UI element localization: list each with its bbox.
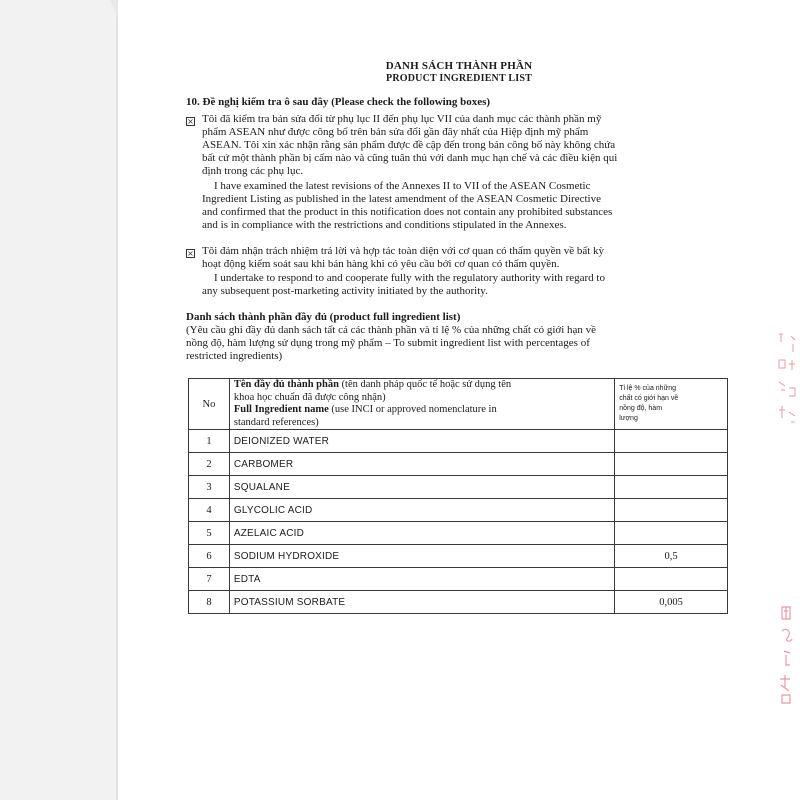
ingredient-list-desc: restricted ingredients) [186,350,283,362]
table-row [189,499,728,522]
row-ingredient: EDTA [229,568,614,591]
table-row [189,430,728,453]
box1-vi-line: định trong các phụ lục. [202,165,304,177]
header-name-vi-line2: khoa học chuẩn đã được công nhận) [233,391,386,403]
box2-en-line: I undertake to respond to and cooperate fully with the regulatory authority with regard to [214,272,605,284]
row-no: 3 [189,476,230,499]
table-row [189,453,728,476]
header-percentage [615,379,728,430]
ingredient-list-desc: nồng độ, hàm lượng sử dụng trong mỹ phẩm – To submit ingredient list with percentages of [186,337,590,349]
header-pct-line: chất có giới hạn về [619,395,679,402]
header-pct-line: Tỉ lệ % của những [619,385,677,392]
red-stamp-mark [776,605,800,705]
ingredient-table [188,378,728,614]
page-subtitle: PRODUCT INGREDIENT LIST [386,73,532,84]
row-ingredient: CARBOMER [229,453,614,476]
row-no: 6 [189,545,230,568]
row-ingredient: SQUALANE [229,476,614,499]
row-no: 8 [189,591,230,614]
header-name-en-line2: standard references) [233,416,319,428]
table-header-row [189,379,728,430]
table-row [189,591,728,614]
header-pct-line: nồng độ, hàm [619,405,663,412]
row-percentage [615,430,728,453]
box1-vi-line: Tôi đã kiểm tra bản sửa đổi từ phụ lục II đến phụ lục VII của danh mục các thành phần mỹ [202,113,602,125]
row-no: 2 [189,453,230,476]
box1-vi-line: bất cứ một thành phần bị cấm nào và cũng tuân thủ với danh mục hạn chế và các điều kiện qui [202,152,618,164]
row-ingredient: POTASSIUM SORBATE [229,591,614,614]
box2-en-line: any subsequent post-marketing activity initiated by the authority. [202,285,488,297]
header-pct-line: lượng [619,415,638,422]
row-percentage [615,476,728,499]
header-ingredient-name [229,379,614,430]
ingredient-list-desc: (Yêu cầu ghi đầy đủ danh sách tất cả các thành phần và tỉ lệ % của những chất có giới hạn về [186,324,597,336]
row-percentage [615,522,728,545]
table-row [189,522,728,545]
header-name-vi-bold: Tên đầy đủ thành phần [233,379,339,390]
row-no: 1 [189,430,230,453]
row-percentage: 0,005 [615,591,728,614]
section-10-heading: 10. Đề nghị kiểm tra ô sau đây (Please check the following boxes) [186,96,491,108]
box1-vi-line: ASEAN. Tôi xin xác nhận rằng sản phẩm được đề cập đến trong bản công bố này không chứa [202,139,616,151]
row-percentage [615,499,728,522]
row-no: 7 [189,568,230,591]
row-percentage [615,568,728,591]
red-stamp-mark [773,330,800,430]
scan-left-margin [0,0,118,800]
header-name-en-rest: (use INCI or approved nomenclature in [328,404,497,415]
header-no: No [189,379,230,430]
header-name-en-bold: Full Ingredient name [233,404,329,415]
row-percentage [615,453,728,476]
checkbox-examined[interactable] [186,117,195,126]
row-percentage: 0,5 [615,545,728,568]
row-no: 4 [189,499,230,522]
row-no: 5 [189,522,230,545]
page-title: DANH SÁCH THÀNH PHẦN [385,60,533,72]
box1-en-line: and is in compliance with the restrictions and conditions stipulated in the Annexes. [202,219,567,231]
checkbox-undertake[interactable] [186,249,195,258]
row-ingredient: AZELAIC ACID [229,522,614,545]
table-row [189,568,728,591]
row-ingredient: DEIONIZED WATER [229,430,614,453]
ingredient-list-heading: Danh sách thành phần đầy đủ (product full ingredient list) [186,311,461,323]
box1-en-line: Ingredient Listing as published in the latest amendment of the ASEAN Cosmetic Directive [202,193,601,205]
table-row [189,476,728,499]
document-page [118,0,800,800]
box2-vi-line: hoạt động kiểm soát sau khi bán hàng khi có yêu cầu bởi cơ quan có thẩm quyền. [202,258,560,270]
table-row [189,545,728,568]
box1-en-line: I have examined the latest revisions of the Annexes II to VII of the ASEAN Cosmetic [214,180,591,192]
box1-en-line: and confirmed that the product in this notification does not contain any prohibited substances [202,206,613,218]
box2-vi-line: Tôi đảm nhận trách nhiệm trả lời và hợp tác toàn diện với cơ quan có thẩm quyền về bất kỳ [202,245,605,257]
row-ingredient: SODIUM HYDROXIDE [229,545,614,568]
row-ingredient: GLYCOLIC ACID [229,499,614,522]
header-name-vi-rest: (tên danh pháp quốc tế hoặc sử dụng tên [338,379,512,390]
box1-vi-line: phẩm ASEAN như được công bố trên bản sửa đổi gần đây nhất của Hiệp định mỹ phẩm [202,126,589,138]
